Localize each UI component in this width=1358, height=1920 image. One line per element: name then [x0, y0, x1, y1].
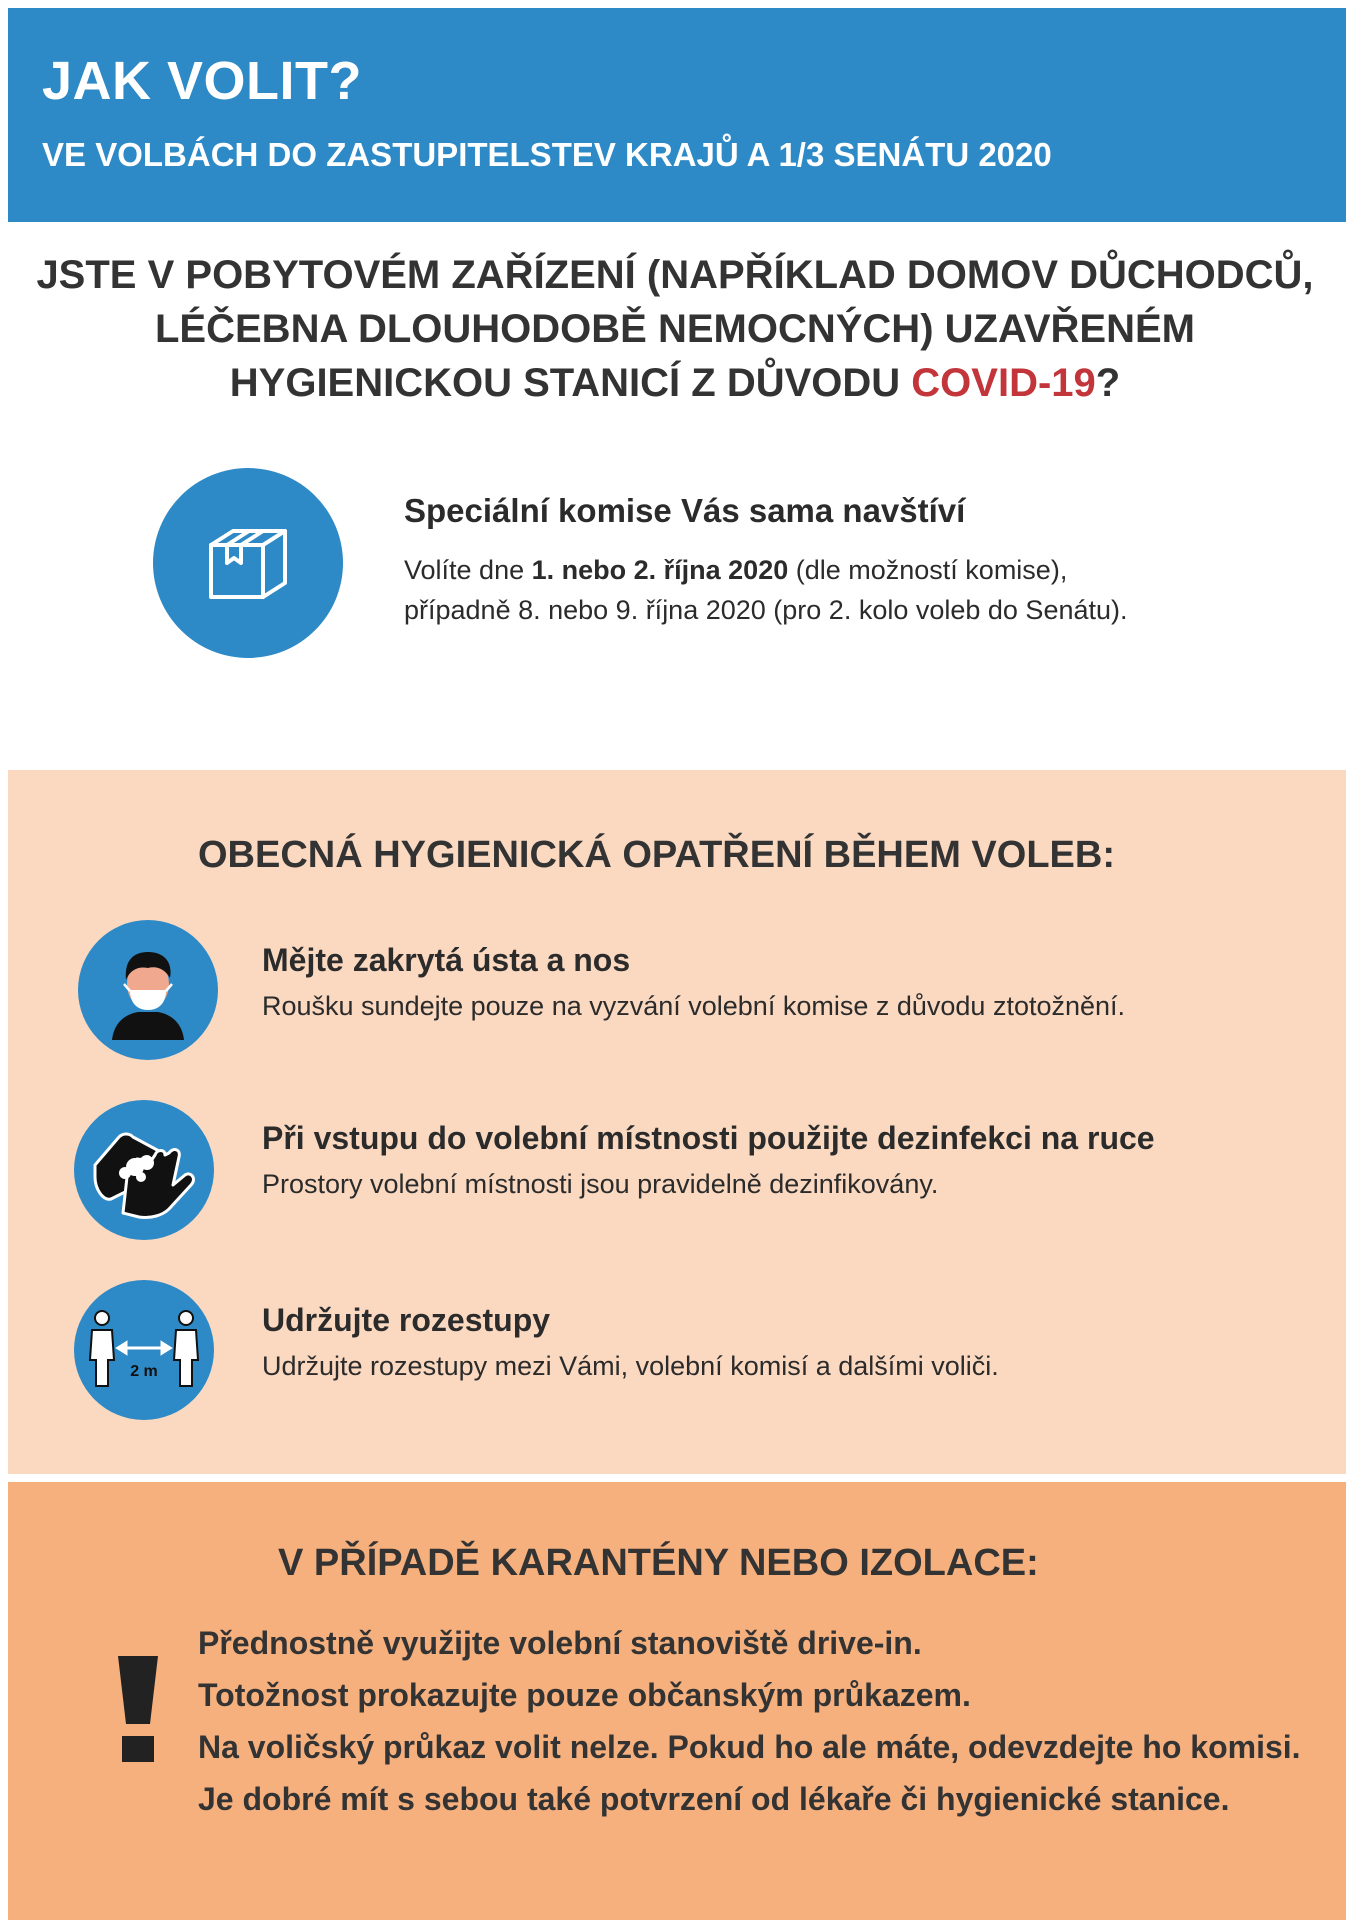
quarantine-item: Je dobré mít s sebou také potvrzení od lékaře či hygienické stanice.	[198, 1781, 1230, 1817]
face-mask-icon	[78, 920, 218, 1060]
question-heading	[30, 248, 1320, 410]
commission-line1-prefix: Volíte dne	[404, 555, 532, 585]
header-banner	[8, 8, 1346, 222]
measure-disinfection-desc: Prostory volební místnosti jsou pravidelně dezinfikovány.	[262, 1169, 939, 1199]
question-mark: ?	[1095, 361, 1121, 405]
measure-distance-title: Udržujte rozestupy	[262, 1302, 551, 1338]
quarantine-item: Na voličský průkaz volit nelze. Pokud ho ale máte, odevzdejte ho komisi.	[198, 1729, 1301, 1765]
measure-distance-desc: Udržujte rozestupy mezi Vámi, volební komisí a dalšími voliči.	[262, 1351, 999, 1381]
measure-distance	[262, 1302, 1322, 1382]
quarantine-section	[8, 1482, 1346, 1920]
hygiene-section	[8, 770, 1346, 1474]
commission-heading: Speciální komise Vás sama navštíví	[404, 492, 966, 529]
distance-label: 2 m	[130, 1363, 158, 1380]
commission-dates-second-round: případně 8. nebo 9. října 2020 (pro 2. kolo voleb do Senátu).	[404, 595, 1128, 625]
exclamation-icon	[116, 1654, 160, 1764]
quarantine-item: Totožnost prokazujte pouze občanským průkazem.	[198, 1677, 971, 1713]
commission-line1-dates: 1. nebo 2. října 2020	[531, 555, 789, 585]
commission-info	[404, 492, 1304, 630]
page-subtitle: VE VOLBÁCH DO ZASTUPITELSTEV KRAJŮ A 1/3 SENÁTU 2020	[42, 136, 1052, 173]
measure-disinfection	[262, 1120, 1322, 1200]
hand-disinfection-icon	[74, 1100, 214, 1240]
quarantine-heading: V PŘÍPADĚ KARANTÉNY NEBO IZOLACE:	[278, 1542, 1039, 1584]
question-text: JSTE V POBYTOVÉM ZAŘÍZENÍ (NAPŘÍKLAD DOMOV DŮCHODCŮ, LÉČEBNA DLOUHODOBĚ NEMOCNÝCH) UZAVŘENÉM HYGIENICKOU STANICÍ Z DŮVODU	[36, 253, 1314, 405]
social-distance-icon	[74, 1280, 214, 1420]
quarantine-item: Přednostně využijte volební stanoviště drive-in.	[198, 1625, 922, 1661]
measure-mask-desc: Roušku sundejte pouze na vyzvání volební komise z důvodu ztotožnění.	[262, 991, 1126, 1021]
box-icon	[153, 468, 343, 658]
commission-line1-suffix: (dle možností komise),	[788, 555, 1068, 585]
measure-mask-title: Mějte zakrytá ústa a nos	[262, 942, 631, 978]
covid-highlight: COVID-19	[911, 361, 1096, 405]
hygiene-heading: OBECNÁ HYGIENICKÁ OPATŘENÍ BĚHEM VOLEB:	[198, 834, 1115, 876]
quarantine-list	[198, 1622, 1318, 1830]
measure-mask	[262, 942, 1322, 1022]
commission-dates	[404, 550, 1304, 590]
measure-disinfection-title: Při vstupu do volební místnosti použijte dezinfekci na ruce	[262, 1120, 1155, 1156]
page-title: JAK VOLIT?	[42, 51, 363, 111]
